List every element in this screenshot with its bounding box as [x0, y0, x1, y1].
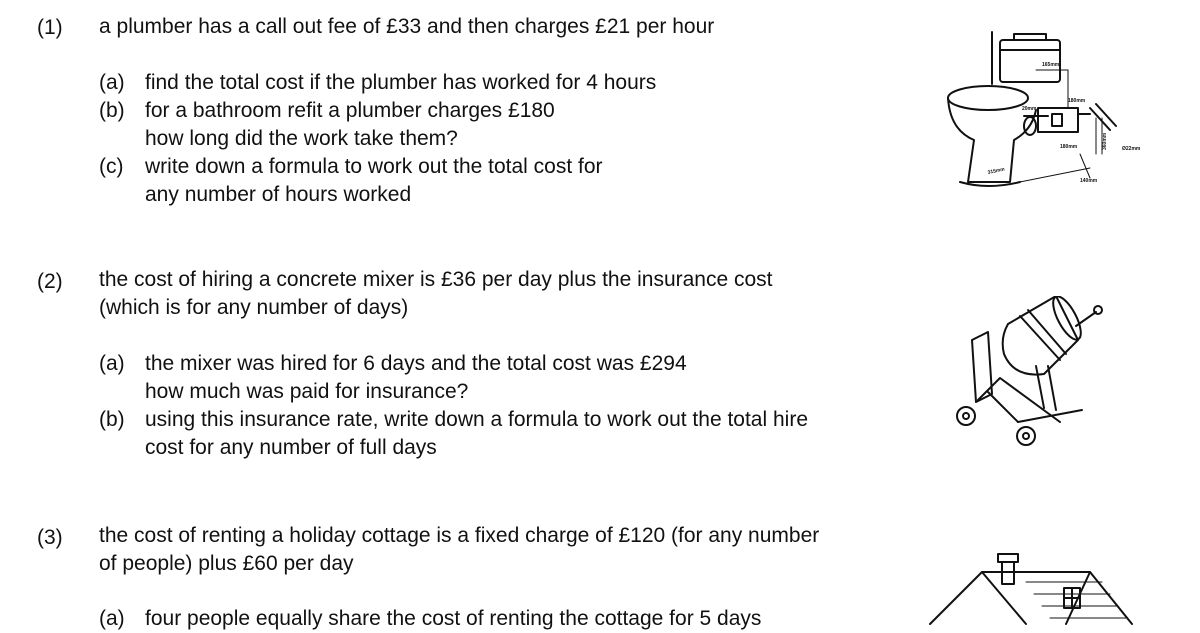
question-number: (2)	[37, 270, 63, 293]
part-text: how much was paid for insurance?	[145, 380, 469, 403]
part-label: (a)	[99, 71, 125, 94]
part-text: how long did the work take them?	[145, 127, 458, 150]
dimension-label: 180mm	[1060, 144, 1078, 150]
part-label: (a)	[99, 607, 125, 630]
part-label: (b)	[99, 99, 125, 122]
question-stem: (which is for any number of days)	[99, 296, 409, 319]
question-stem: the cost of renting a holiday cottage is a fixed charge of £120 (for any number	[99, 524, 820, 547]
dimension-label: 165mm	[1042, 62, 1060, 68]
part-label: (b)	[99, 408, 125, 431]
part-text: using this insurance rate, write down a formula to work out the total hire	[145, 408, 808, 431]
dimension-label: 140mm	[1080, 178, 1098, 184]
question-number: (3)	[37, 526, 63, 549]
part-text: find the total cost if the plumber has worked for 4 hours	[145, 71, 657, 94]
question-stem: a plumber has a call out fee of £33 and then charges £21 per hour	[99, 15, 715, 38]
dimension-label: 180mm	[1068, 98, 1086, 104]
part-text: for a bathroom refit a plumber charges £180	[145, 99, 555, 122]
dimension-label: 20mm	[1022, 106, 1037, 112]
question-stem: of people) plus £60 per day	[99, 552, 354, 575]
part-text: cost for any number of full days	[145, 436, 437, 459]
part-text: write down a formula to work out the total cost for	[145, 155, 603, 178]
cottage-icon	[926, 548, 1136, 630]
part-label: (a)	[99, 352, 125, 375]
question-stem: the cost of hiring a concrete mixer is £36 per day plus the insurance cost	[99, 268, 773, 291]
toilet-icon	[940, 22, 1160, 192]
dimension-label: 360mm	[1102, 132, 1108, 150]
dimension-label: Ø22mm	[1122, 146, 1141, 152]
part-text: any number of hours worked	[145, 183, 412, 206]
dimension-label: 315mm	[987, 166, 1006, 176]
part-label: (c)	[99, 155, 124, 178]
concrete-mixer-icon	[948, 296, 1108, 456]
question-number: (1)	[37, 16, 63, 39]
part-text: the mixer was hired for 6 days and the total cost was £294	[145, 352, 687, 375]
part-text: four people equally share the cost of renting the cottage for 5 days	[145, 607, 762, 630]
